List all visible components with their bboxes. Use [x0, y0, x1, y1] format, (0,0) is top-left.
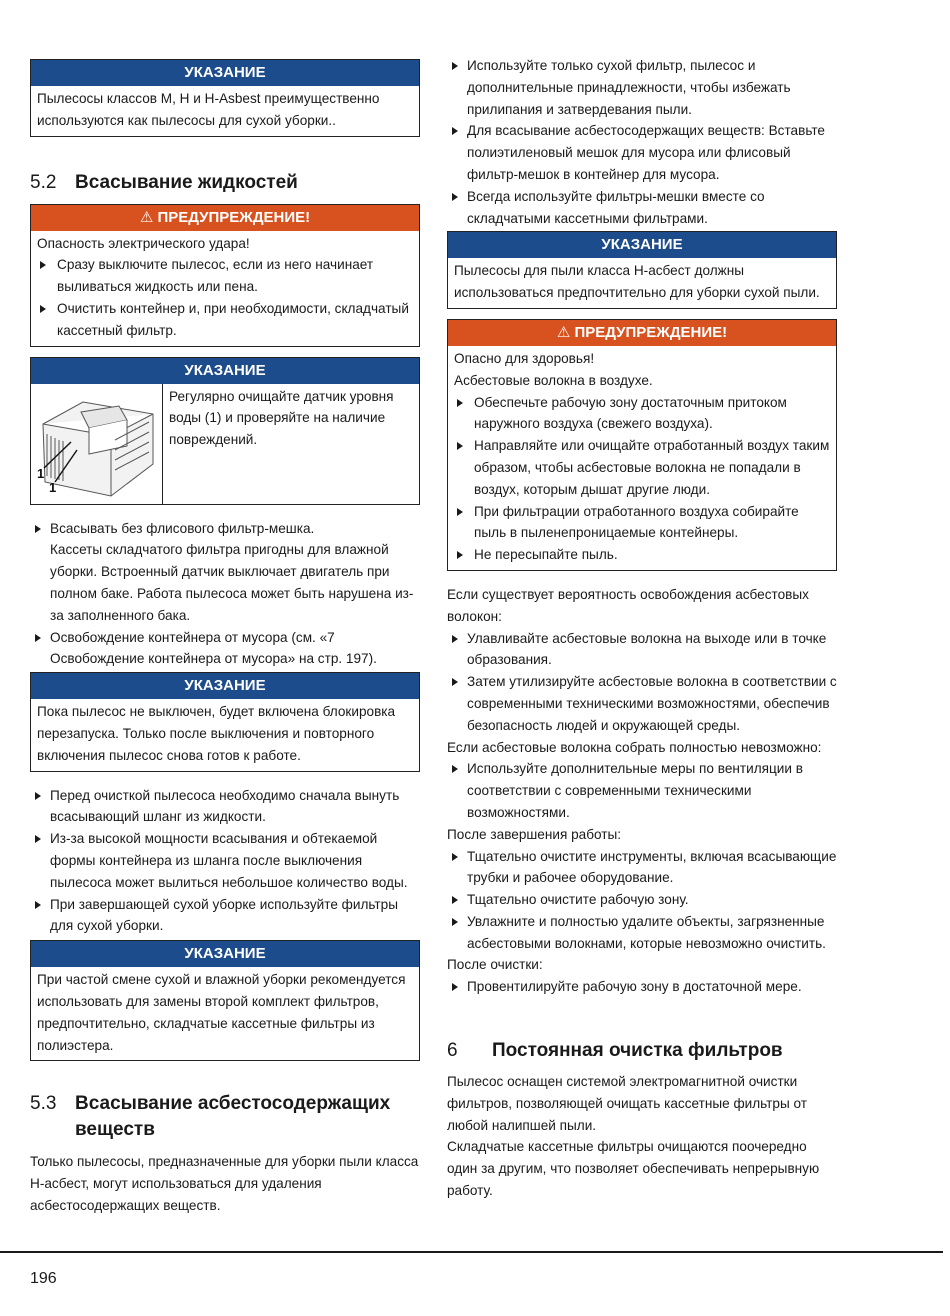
instruction-bullet: Всегда используйте фильтры-мешки вместе со складчатыми кассетными фильтрами. — [447, 186, 837, 230]
note-text: При частой смене сухой и влажной уборки рекомендуется использовать для замены второй комплект фильтров, предпочтительно, складчатые кассетные фильтры из полиэстера. — [37, 972, 406, 1053]
section-number: 5.3 — [30, 1093, 57, 1115]
left-column — [30, 0, 420, 1217]
paragraph: После завершения работы: — [447, 826, 622, 842]
warning-lead: Асбестовые волокна в воздухе. — [454, 372, 653, 388]
note-title: УКАЗАНИЕ — [31, 358, 419, 384]
instruction-bullet: Перед очисткой пылесоса необходимо сначала вынуть всасывающий шланг из жидкости. — [30, 785, 420, 829]
instruction-bullet: Провентилируйте рабочую зону в достаточной мере. — [447, 976, 837, 998]
note-title: УКАЗАНИЕ — [31, 60, 419, 86]
callout-label: 1 — [37, 465, 45, 481]
warning-bullet: При фильтрации отработанного воздуха собирайте пыль в пыленепроницаемые контейнеры. — [454, 501, 830, 545]
note-text: Пылесосы для пыли класса H-асбест должны использоваться предпочтительно для уборки сухой пыли. — [454, 263, 820, 301]
note-title: УКАЗАНИЕ — [448, 232, 836, 258]
section-heading-6 — [447, 1038, 837, 1064]
instruction-bullet: При завершающей сухой уборке используйте фильтры для сухой уборки. — [30, 894, 420, 938]
instruction-bullet: Используйте дополнительные меры по вентиляции в соответствии с современными техническими возможностями. — [447, 758, 837, 823]
warning-bullet: Очистить контейнер и, при необходимости, складчатый кассетный фильтр. — [37, 298, 413, 342]
note-box — [30, 672, 420, 771]
warning-title: ⚠ ПРЕДУПРЕЖДЕНИЕ! — [448, 320, 836, 346]
note-title: УКАЗАНИЕ — [31, 673, 419, 699]
right-column — [447, 0, 837, 1202]
note-text: Пылесосы классов M, H и H-Asbest преимущественно используются как пылесосы для сухой уборки.. — [37, 91, 380, 128]
warning-title: ⚠ ПРЕДУПРЕЖДЕНИЕ! — [31, 205, 419, 231]
paragraph: Кассеты складчатого фильтра пригодны для влажной уборки. Встроенный датчик выключает двигатель при полном баке. Работа пылесоса может быть нарушена из-за заполненного бака. — [50, 542, 414, 623]
paragraph: Только пылесосы, предназначенные для уборки пыли класса H-асбест, могут использоваться для удаления асбестосодержащих веществ. — [30, 1154, 419, 1213]
warning-box — [30, 204, 420, 347]
instruction-bullet: Затем утилизируйте асбестовые волокна в соответствии с современными техническими возможностями, обеспечив безопасность людей и окружающей среды. — [447, 671, 837, 736]
warning-lead: Опасно для здоровья! — [454, 350, 595, 366]
warning-lead: Опасность электрического удара! — [37, 235, 250, 251]
section-number: 5.2 — [30, 171, 57, 193]
paragraph: Если асбестовые волокна собрать полностью невозможно: — [447, 739, 822, 755]
warning-bullet: Сразу выключите пылесос, если из него начинает выливаться жидкость или пена. — [37, 254, 413, 298]
note-box-with-image — [30, 357, 420, 505]
callout-label: 1 — [49, 479, 57, 495]
paragraph: Складчатые кассетные фильтры очищаются поочередно один за другим, что позволяет обеспечивать непрерывную работу. — [447, 1139, 820, 1199]
section-number: 6 — [447, 1040, 458, 1062]
page-number: 196 — [30, 1270, 57, 1287]
instruction-bullet: Освобождение контейнера от мусора (см. «7 Освобождение контейнера от мусора» на стр. 197). — [30, 627, 420, 671]
note-box — [447, 231, 837, 309]
warning-bullet: Не пересыпайте пыль. — [454, 544, 830, 566]
note-text: Регулярно очищайте датчик уровня воды (1) и проверяйте на наличие повреждений. — [169, 388, 394, 448]
section-heading-5-2 — [30, 170, 420, 196]
paragraph: Пылесос оснащен системой электромагнитной очистки фильтров, позволяющей очищать кассетные фильтры от любой налипшей пыли. — [447, 1074, 808, 1133]
paragraph: После очистки: — [447, 957, 543, 973]
note-text: Пока пылесос не выключен, будет включена блокировка перезапуска. Только после выключения и повторного включения пылесос снова готов к работе. — [37, 704, 396, 763]
instruction-bullet: Улавливайте асбестовые волокна на выходе или в точке образования. — [447, 628, 837, 672]
paragraph: Если существует вероятность освобождения асбестовых волокон: — [447, 586, 809, 624]
note-title: УКАЗАНИЕ — [31, 941, 419, 967]
instruction-bullet: Увлажните и полностью удалите объекты, загрязненные асбестовыми волокнами, которые невозможно очистить. — [447, 911, 837, 955]
note-box — [30, 940, 420, 1061]
warning-box — [447, 319, 837, 571]
footer-divider — [0, 1251, 943, 1253]
container-drawing — [31, 384, 162, 504]
section-title: Всасывание асбестосодержащих веществ — [75, 1093, 391, 1141]
instruction-bullet: Тщательно очистите рабочую зону. — [447, 889, 837, 911]
section-heading-5-3 — [30, 1091, 420, 1143]
instruction-bullet: Всасывать без флисового фильтр-мешка. — [30, 518, 420, 540]
warning-bullet: Направляйте или очищайте отработанный воздух таким образом, чтобы асбестовые волокна не попадали в воздух, которым дышат другие люди. — [454, 435, 830, 500]
section-title: Всасывание жидкостей — [75, 171, 298, 193]
instruction-bullet: Используйте только сухой фильтр, пылесос и дополнительные принадлежности, чтобы избежать прилипания и затвердевания пыли. — [447, 55, 837, 120]
instruction-bullet: Для всасывание асбестосодержащих веществ: Вставьте полиэтиленовый мешок для мусора или флисовый фильтр-мешок в контейнер для мусора. — [447, 120, 837, 185]
instruction-bullet: Тщательно очистите инструменты, включая всасывающие трубки и рабочее оборудование. — [447, 846, 837, 890]
section-title: Постоянная очистка фильтров — [492, 1040, 783, 1062]
note-box — [30, 59, 420, 137]
vacuum-container-illustration — [31, 384, 163, 504]
warning-bullet: Обеспечьте рабочую зону достаточным притоком наружного воздуха (свежего воздуха). — [454, 392, 830, 436]
instruction-bullet: Из-за высокой мощности всасывания и обтекаемой формы контейнера из шланга после выключения пылесоса может вылиться небольшое количество воды. — [30, 828, 420, 893]
